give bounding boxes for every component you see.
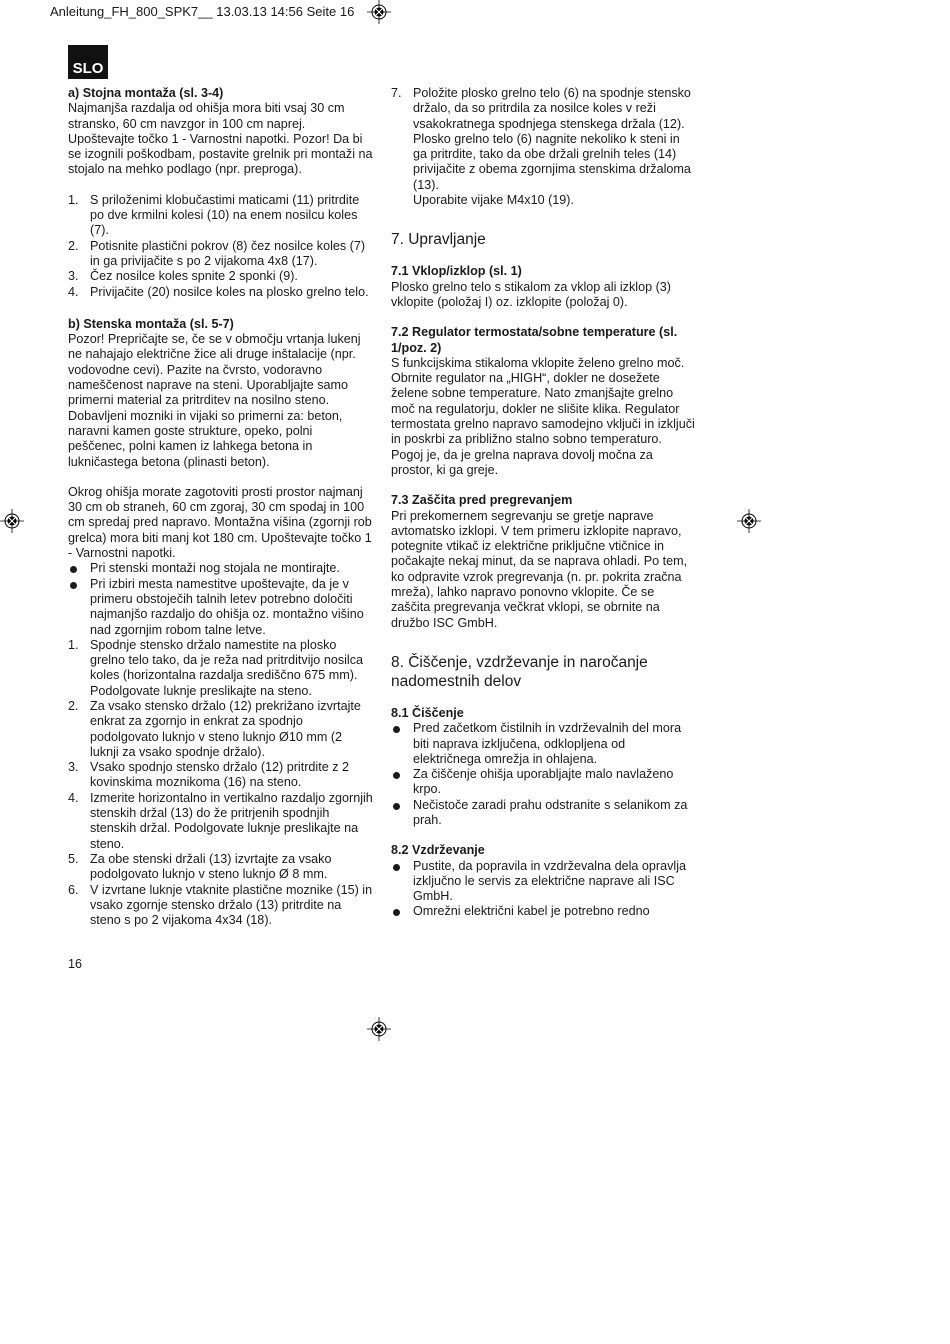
list-item: 4. Privijačite (20) nosilce koles na plosko grelno telo. <box>68 284 369 299</box>
language-badge: SLO <box>68 45 108 79</box>
section-7-2-text: S funkcijskima stikaloma vklopite želeno grelno moč. Obrnite regulator na „HIGH“, dokler ne dosežete želene sobne temperature. Nato zmanjšajte grelno moč na regulatorju, dokler ne slišite klika. Regulator termostata grelno napravo samodejno vključi in izključi in poskrbi za približno stalno sobno temperaturo. Pogoj je, da je grelna naprava dovolj močna za prostor, ki ga greje. <box>391 355 695 477</box>
section-a-title: a) Stojna montaža (sl. 3-4) <box>68 86 224 100</box>
list-item: 3. Čez nosilce koles spnite 2 sponki (9). <box>68 269 298 284</box>
section-8-heading: 8. Čiščenje, vzdrževanje in naročanje nadomestnih delov <box>391 653 648 690</box>
registration-mark-icon <box>367 0 391 24</box>
registration-mark-icon <box>367 1017 391 1041</box>
bullet-icon <box>393 726 400 733</box>
bullet-icon <box>393 864 400 871</box>
list-item: Pri izbiri mesta namestitve upoštevajte, da je v primeru obstoječih talnih letev potrebno določiti najmanjšo razdaljo do ohišja oz. montažno višino nad zgornjim robom talne letve. <box>68 577 373 638</box>
list-item: 4. Izmerite horizontalno in vertikalno razdaljo zgornjih stenskih držal (13) do že pritrjenih spodnjih stenskih držal. Podolgovate luknje preslikajte na steno. <box>68 790 373 851</box>
section-7-3-text: Pri prekomernem segrevanju se gretje naprave avtomatsko izklopi. V tem primeru izklopite napravo, potegnite vtikač iz električne priključne vtičnice in počakajte nekaj minut, da se naprava ohladi. Po tem, ko odpravite vzrok pregrevanja (n. pr. pokrita zračna mreža), lahko napravo ponovno vklopite. Če se zaščita pregrevanja večkrat vklopi, se obrnite na družbo ISC GmbH. <box>391 508 688 630</box>
bullet-icon <box>393 909 400 916</box>
bullet-icon <box>393 772 400 779</box>
list-item: 3. Vsako spodnjo stensko držalo (12) pritrdite z 2 kovinskima moznikoma (16) na steno. <box>68 760 350 790</box>
list-item: Pred začetkom čistilnih in vzdrževalnih del mora biti naprava izključena, odklopljena od električnega omrežja in ohlajena. <box>391 721 696 767</box>
section-b-steps <box>68 638 373 929</box>
list-item: 2. Potisnite plastični pokrov (8) čez nosilce koles (7) in ga privijačite s po 2 vijakoma 4x8 (17). <box>68 238 366 268</box>
section-8-2-heading: 8.2 Vzdrževanje <box>391 843 485 858</box>
section-7-heading: 7. Upravljanje <box>391 231 486 249</box>
list-item: Nečistoče zaradi prahu odstranite s selanikom za prah. <box>391 798 696 829</box>
section-b-bullets <box>68 561 373 637</box>
section-a-steps <box>68 193 373 300</box>
list-item: 6. V izvrtane luknje vtaknite plastične moznike (15) in vsako zgornje stensko držalo (13) pritrdite na steno s po 2 vijakoma 4x34 (18). <box>68 882 373 928</box>
left-column <box>68 86 373 928</box>
section-b-title: b) Stenska montaža (sl. 5-7) <box>68 316 234 331</box>
bullet-icon <box>70 566 77 573</box>
section-a-text: Najmanjša razdalja od ohišja mora biti vsaj 30 cm stransko, 60 cm navzgor in 100 cm naprej. Upoštevajte točko 1 - Varnostni napotki. Pozor! Da bi se izognili poškodbam, postavite grelnik pri montaži na stojalo na mehko podlago (npr. preproga). <box>68 101 373 177</box>
section-8-1-bullets <box>391 721 696 828</box>
list-item: 1. Spodnje stensko držalo namestite na plosko grelno telo tako, da je reža nad pritrditvijo nosilca koles (horizontalna razdalja središčno 675 mm). Podolgovate luknje preslikajte na steno. <box>68 637 364 698</box>
list-item: 2. Za vsako stensko držalo (12) prekrižano izvrtajte enkrat za zgornjo in enkrat za spodnjo podolgovato luknjo v steno luknjo Ø10 mm (2 luknji za vsako spodnje držalo). <box>68 698 361 759</box>
list-item: Pri stenski montaži nog stojala ne montirajte. <box>68 561 373 576</box>
section-b-text: Pozor! Prepričajte se, če se v območju vrtanja lukenj ne nahajajo električne žice ali druge inštalacije (npr. vodovodne cevi). Pazite na čvrsto, vodoravno nameščenost naprave na steni. Uporabljajte samo primerni material za pritrditev na nosilno steno. Dobavljeni mozniki in vijaki so primerni za: beton, naravni kamen goste strukture, opeko, polni peščenec, polni kamen iz lahkega betona in lukničastega betona (plinasti beton). <box>68 332 361 469</box>
bullet-icon <box>70 582 77 589</box>
right-column <box>391 86 696 920</box>
bullet-icon <box>393 803 400 810</box>
print-header: Anleitung_FH_800_SPK7__ 13.03.13 14:56 Seite 16 <box>50 4 355 19</box>
section-b-text-2: Okrog ohišja morate zagotoviti prosti prostor najmanj 30 cm ob straneh, 60 cm zgoraj, 30 cm spodaj in 100 cm spredaj pred napravo. Montažna višina (zgornji rob grelca) mora biti manj kot 180 cm. Upoštevajte točko 1 - Varnostni napotki. <box>68 484 372 561</box>
list-item: 7. Položite plosko grelno telo (6) na spodnje stensko držalo, da so pritrdila za nosilce koles v reži vsakokratnega spodnjega stenskega držala (12). Plosko grelno telo (6) nagnite nekoliko k steni in ga pritrdite, tako da obe držali grelnih teles (14) privijačite z obema zgornjima stenskima držaloma (13). Uporabite vijake M4x10 (19). <box>391 86 691 208</box>
registration-mark-icon <box>0 509 24 533</box>
section-7-3-heading: 7.3 Zaščita pred pregrevanjem <box>391 493 573 508</box>
list-item: 5. Za obe stenski držali (13) izvrtajte za vsako podolgovato luknjo v steno luknjo Ø 8 mm. <box>68 851 332 882</box>
list-item: Omrežni električni kabel je potrebno redno <box>391 904 696 919</box>
list-item: 1. S priloženimi klobučastimi maticami (11) pritrdite po dve krmilni kolesi (10) na enem nosilcu koles (7). <box>68 192 360 238</box>
section-7-2-heading: 7.2 Regulator termostata/sobne temperature (sl. 1/poz. 2) <box>391 325 678 355</box>
section-7-1-heading: 7.1 Vklop/izklop (sl. 1) <box>391 264 522 279</box>
list-item: Za čiščenje ohišja uporabljajte malo navlaženo krpo. <box>391 767 696 798</box>
section-7-1-text: Plosko grelno telo s stikalom za vklop ali izklop (3) vklopite (položaj I) oz. izklopite (položaj 0). <box>391 279 671 309</box>
list-item: Pustite, da popravila in vzdrževalna dela opravlja izključno le servis za električne naprave ali ISC GmbH. <box>391 859 696 905</box>
section-8-2-bullets <box>391 859 696 920</box>
page-number: 16 <box>68 957 83 971</box>
section-8-1-heading: 8.1 Čiščenje <box>391 705 464 720</box>
registration-mark-icon <box>737 509 761 533</box>
